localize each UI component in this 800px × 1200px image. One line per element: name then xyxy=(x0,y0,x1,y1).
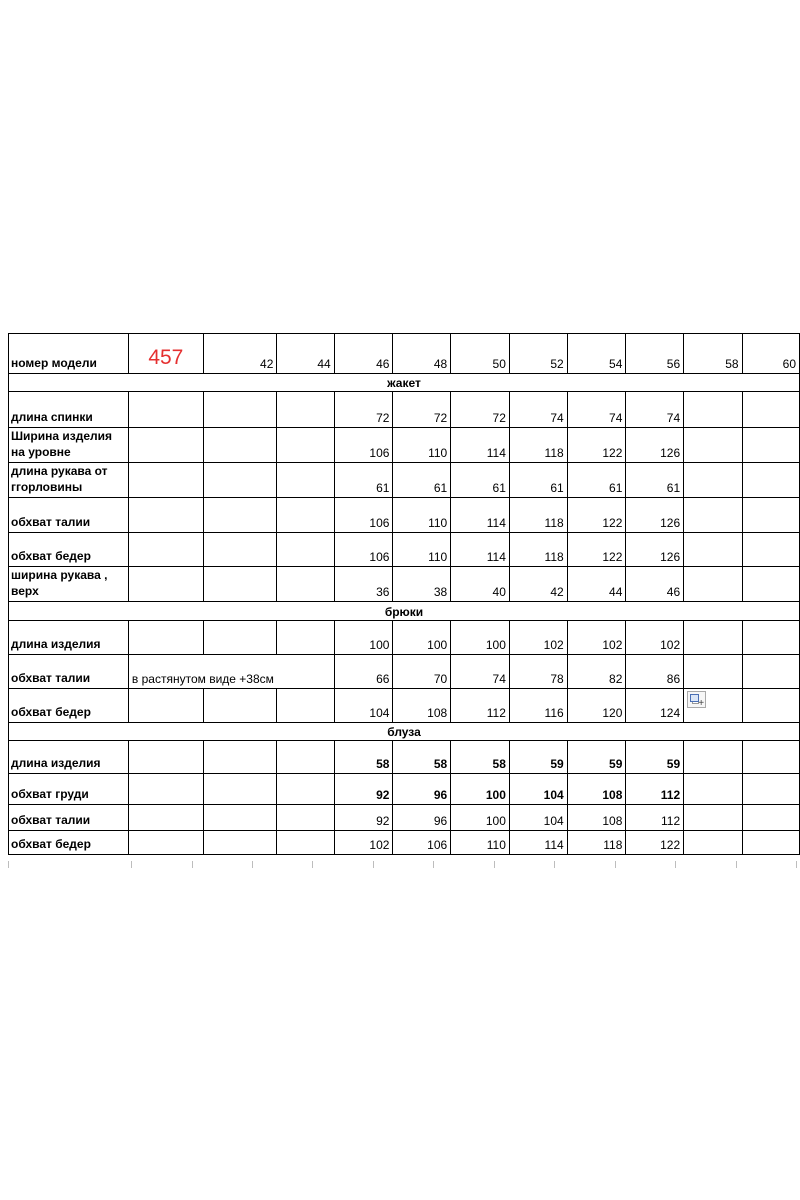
cell-value: 110 xyxy=(393,498,451,533)
stretch-note: в растянутом виде +38см xyxy=(128,655,277,689)
cell-value: 59 xyxy=(509,741,567,774)
table-row xyxy=(9,741,800,774)
cell-value: 58 xyxy=(451,741,510,774)
cell-value: 118 xyxy=(509,533,567,567)
cell-value: 42 xyxy=(509,567,567,602)
paste-options-icon[interactable]: + xyxy=(687,691,706,708)
cell-value: 106 xyxy=(334,498,393,533)
cell-value: 112 xyxy=(451,689,510,723)
cell-value: 59 xyxy=(567,741,626,774)
gridline xyxy=(494,861,495,868)
cell-value: 112 xyxy=(626,805,684,831)
cell-value: 74 xyxy=(626,392,684,428)
size-header: 54 xyxy=(567,334,626,374)
table-row xyxy=(9,805,800,831)
cell-value: 72 xyxy=(334,392,393,428)
row-label: обхват бедер xyxy=(9,831,129,855)
table-row xyxy=(9,533,800,567)
cell-value: 108 xyxy=(567,805,626,831)
cell-value: 104 xyxy=(509,774,567,805)
cell-value: 108 xyxy=(567,774,626,805)
cell-value: 114 xyxy=(509,831,567,855)
row-label: обхват талии xyxy=(9,655,129,689)
cell-value: 106 xyxy=(334,533,393,567)
cell-value: 100 xyxy=(451,621,510,655)
cell-value: 74 xyxy=(567,392,626,428)
cell-value: 100 xyxy=(451,774,510,805)
gridline xyxy=(373,861,374,868)
cell-value: 122 xyxy=(567,533,626,567)
size-header: 60 xyxy=(742,334,799,374)
cell-value: 122 xyxy=(567,498,626,533)
cell-value: 120 xyxy=(567,689,626,723)
section-jacket: жакет xyxy=(9,374,800,392)
table-row xyxy=(9,567,800,602)
row-label: Ширина изделия на уровне xyxy=(9,428,129,463)
cell-value: 118 xyxy=(509,428,567,463)
cell-value: 126 xyxy=(626,533,684,567)
cell-value: 104 xyxy=(334,689,393,723)
cell-value: 78 xyxy=(509,655,567,689)
cell-value: 36 xyxy=(334,567,393,602)
paste-options-cell xyxy=(684,689,742,723)
size-header: 48 xyxy=(393,334,451,374)
cell-value: 61 xyxy=(567,463,626,498)
size-header: 58 xyxy=(684,334,742,374)
row-label: обхват бедер xyxy=(9,689,129,723)
cell-value: 38 xyxy=(393,567,451,602)
size-header: 46 xyxy=(334,334,393,374)
table-row xyxy=(9,831,800,855)
gridline xyxy=(433,861,434,868)
cell-value: 96 xyxy=(393,774,451,805)
cell-value: 102 xyxy=(567,621,626,655)
size-header: 50 xyxy=(451,334,510,374)
gridline xyxy=(736,861,737,868)
gridline xyxy=(131,861,132,868)
cell-value: 110 xyxy=(393,533,451,567)
cell-value: 100 xyxy=(334,621,393,655)
cell-value: 112 xyxy=(626,774,684,805)
table-row xyxy=(9,621,800,655)
table-row xyxy=(9,774,800,805)
table-row xyxy=(9,689,800,723)
size-chart-table xyxy=(8,333,800,855)
row-label: длина изделия xyxy=(9,741,129,774)
cell-value: 122 xyxy=(567,428,626,463)
cell-value: 116 xyxy=(509,689,567,723)
gridline xyxy=(554,861,555,868)
cell-value: 82 xyxy=(567,655,626,689)
cell-value: 61 xyxy=(451,463,510,498)
cell-value: 104 xyxy=(509,805,567,831)
row-label: обхват груди xyxy=(9,774,129,805)
cell-value: 59 xyxy=(626,741,684,774)
table-row xyxy=(9,463,800,498)
size-header: 44 xyxy=(277,334,334,374)
cell-value: 118 xyxy=(567,831,626,855)
cell-value: 126 xyxy=(626,428,684,463)
table-row xyxy=(9,498,800,533)
row-label: обхват талии xyxy=(9,805,129,831)
table-row xyxy=(9,655,800,689)
gridline xyxy=(312,861,313,868)
cell-value: 126 xyxy=(626,498,684,533)
cell-value: 58 xyxy=(393,741,451,774)
row-label: обхват бедер xyxy=(9,533,129,567)
section-trousers: брюки xyxy=(9,602,800,621)
cell-value: 74 xyxy=(509,392,567,428)
cell-value: 102 xyxy=(509,621,567,655)
cell-value: 72 xyxy=(393,392,451,428)
cell-value: 122 xyxy=(626,831,684,855)
cell-value: 102 xyxy=(626,621,684,655)
row-label: обхват талии xyxy=(9,498,129,533)
cell-value: 110 xyxy=(393,428,451,463)
model-number: 457 xyxy=(128,334,203,374)
cell-value: 40 xyxy=(451,567,510,602)
model-number-label: номер модели xyxy=(9,334,129,374)
section-blouse: блуза xyxy=(9,723,800,741)
cell-value: 61 xyxy=(626,463,684,498)
gridline xyxy=(192,861,193,868)
cell-value: 114 xyxy=(451,428,510,463)
cell-value: 58 xyxy=(334,741,393,774)
cell-value: 124 xyxy=(626,689,684,723)
size-header: 42 xyxy=(203,334,277,374)
cell-value: 66 xyxy=(334,655,393,689)
cell-value: 46 xyxy=(626,567,684,602)
cell-value: 102 xyxy=(334,831,393,855)
gridline xyxy=(796,861,797,868)
row-label: длина рукава от ггорловины xyxy=(9,463,129,498)
cell-value: 118 xyxy=(509,498,567,533)
cell-value: 44 xyxy=(567,567,626,602)
cell-value: 106 xyxy=(393,831,451,855)
table-row xyxy=(9,392,800,428)
cell-value: 114 xyxy=(451,498,510,533)
size-header: 52 xyxy=(509,334,567,374)
cell-value: 92 xyxy=(334,774,393,805)
cell-value: 92 xyxy=(334,805,393,831)
header-row xyxy=(9,334,800,374)
size-header: 56 xyxy=(626,334,684,374)
gridline xyxy=(8,861,9,868)
row-label: длина спинки xyxy=(9,392,129,428)
table-row xyxy=(9,428,800,463)
cell-value: 61 xyxy=(393,463,451,498)
cell-value: 70 xyxy=(393,655,451,689)
cell-value: 72 xyxy=(451,392,510,428)
cell-value: 100 xyxy=(393,621,451,655)
gridline xyxy=(252,861,253,868)
cell-value: 108 xyxy=(393,689,451,723)
cell-value: 100 xyxy=(451,805,510,831)
row-label: длина изделия xyxy=(9,621,129,655)
row-label: ширина рукава , верх xyxy=(9,567,129,602)
cell-value: 61 xyxy=(509,463,567,498)
gridline xyxy=(615,861,616,868)
cell-value: 61 xyxy=(334,463,393,498)
cell-value: 106 xyxy=(334,428,393,463)
cell-value: 114 xyxy=(451,533,510,567)
cell-value: 110 xyxy=(451,831,510,855)
gridline xyxy=(675,861,676,868)
cell-value: 86 xyxy=(626,655,684,689)
cell-value: 96 xyxy=(393,805,451,831)
cell-value: 74 xyxy=(451,655,510,689)
